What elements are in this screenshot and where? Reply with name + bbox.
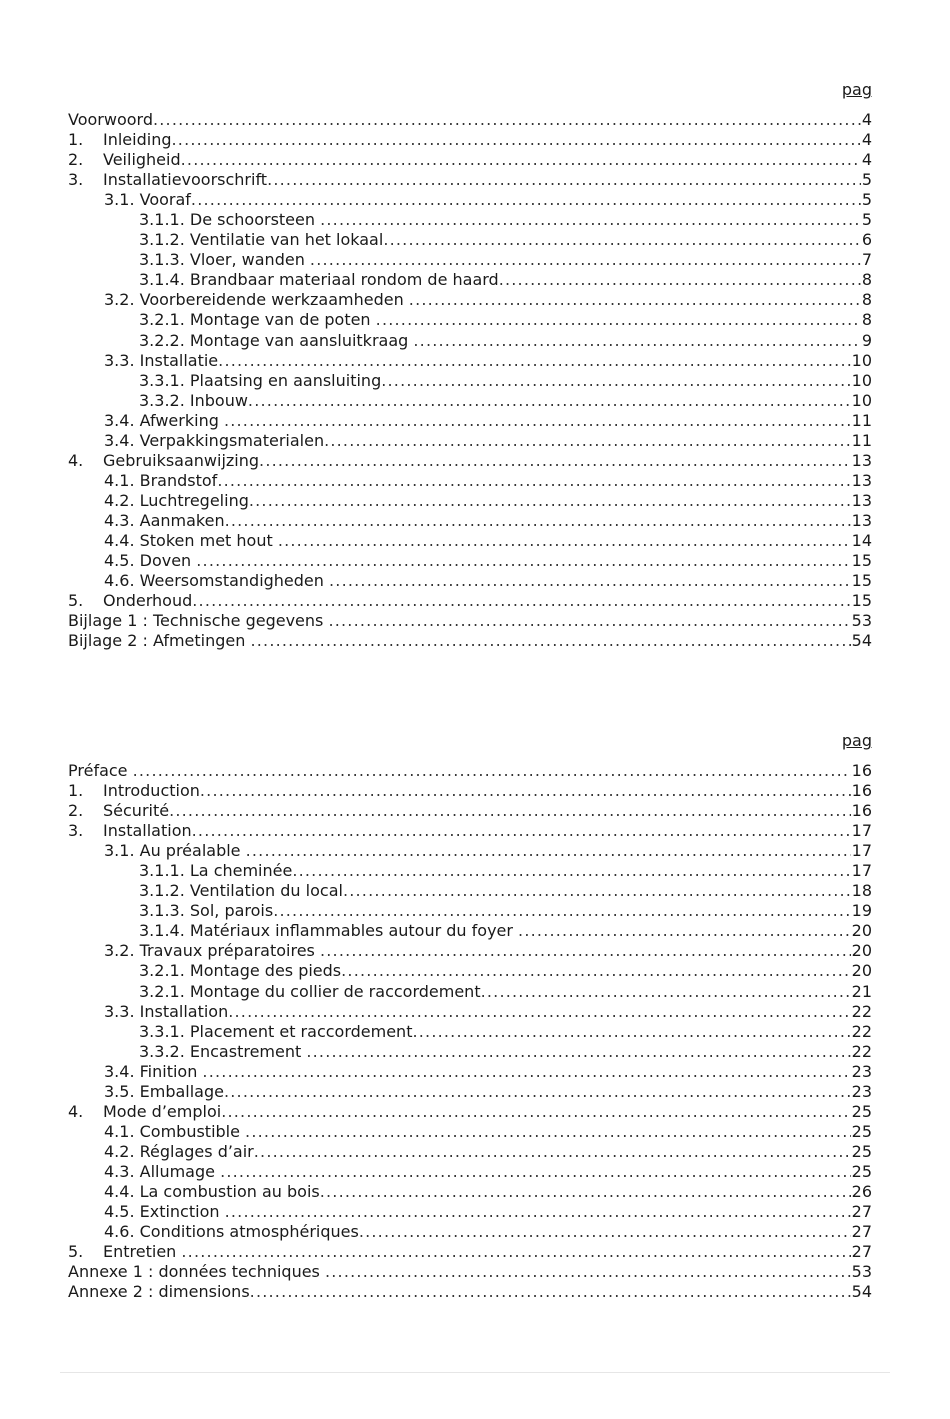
toc-entry[interactable] xyxy=(68,961,872,981)
toc-entry-title: 3.2. Travaux préparatoires xyxy=(104,941,320,961)
toc-entry-title: 3.1.2. Ventilation du local xyxy=(139,881,343,901)
toc-entry-number: 1. xyxy=(68,130,84,150)
toc-entry-page: 10 xyxy=(851,370,872,390)
toc-entry-title: 3.3.2. Encastrement xyxy=(139,1041,307,1061)
dot-leader xyxy=(192,591,850,611)
dot-leader xyxy=(224,411,851,431)
toc-entry[interactable] xyxy=(68,150,872,170)
dot-leader xyxy=(292,861,850,881)
toc-entry-page: 16 xyxy=(851,781,872,801)
dot-leader xyxy=(220,1162,851,1182)
toc-entry-title: 3.1.1. La cheminée xyxy=(139,861,293,881)
toc-entry[interactable] xyxy=(68,371,872,391)
toc-entry[interactable] xyxy=(68,1002,872,1022)
toc-entry-page: 27 xyxy=(851,1202,872,1222)
toc-entry[interactable] xyxy=(68,631,872,651)
toc-entry[interactable] xyxy=(68,1022,872,1042)
toc-entry-page: 20 xyxy=(851,941,872,961)
toc-entry-page: 22 xyxy=(851,1021,872,1041)
dot-leader xyxy=(383,230,861,250)
toc-entry-title: 4.5. Extinction xyxy=(104,1202,225,1222)
toc-entry-title: 4.4. Stoken met hout xyxy=(104,530,278,550)
toc-entry-page: 19 xyxy=(851,901,872,921)
toc-entry[interactable] xyxy=(68,1282,872,1302)
toc-entry-page: 20 xyxy=(851,961,872,981)
dot-leader xyxy=(133,761,851,781)
toc-entry-page: 10 xyxy=(851,390,872,410)
toc-entry[interactable] xyxy=(68,270,872,290)
toc-entry-page: 26 xyxy=(851,1181,872,1201)
toc-entry-number: 3. xyxy=(68,821,84,841)
toc-entry-page: 53 xyxy=(851,611,872,631)
toc-entry-title: Annexe 1 : données techniques xyxy=(68,1262,325,1282)
toc-entry[interactable] xyxy=(68,331,872,351)
toc-entry-title: 3.5. Emballage xyxy=(104,1081,224,1101)
dot-leader xyxy=(249,491,851,511)
toc-entries xyxy=(68,761,872,1302)
toc-entry-title: Voorwoord xyxy=(68,110,153,129)
toc-entry-title: Sécurité xyxy=(103,801,170,821)
dot-leader xyxy=(218,351,850,371)
toc-entry-page: 20 xyxy=(851,921,872,941)
dot-leader xyxy=(217,471,850,491)
toc-entry[interactable] xyxy=(68,491,872,511)
toc-entry-title: 3.2.2. Montage van aansluitkraag xyxy=(139,330,414,350)
toc-entry[interactable] xyxy=(68,761,872,781)
dot-leader xyxy=(250,1282,851,1302)
toc-entry-page: 4 xyxy=(861,110,872,129)
dot-leader xyxy=(192,821,851,841)
toc-entry[interactable] xyxy=(68,531,872,551)
toc-entry-number: 1. xyxy=(68,781,84,801)
toc-entry[interactable] xyxy=(68,1202,872,1222)
toc-entry[interactable] xyxy=(68,471,872,491)
toc-entry[interactable] xyxy=(68,1262,872,1282)
toc-entry-page: 14 xyxy=(851,530,872,550)
toc-entry-page: 13 xyxy=(851,510,872,530)
toc-entry-page: 25 xyxy=(851,1141,872,1161)
toc-entry-title: 3.3.2. Inbouw xyxy=(139,390,248,410)
toc-entry[interactable] xyxy=(68,130,872,150)
dot-leader xyxy=(324,431,851,451)
toc-entry[interactable] xyxy=(68,290,872,310)
toc-entry[interactable] xyxy=(68,511,872,531)
toc-entry-page: 25 xyxy=(851,1101,872,1121)
dot-leader xyxy=(413,331,860,351)
toc-entry-title: 4.2. Réglages d’air xyxy=(104,1141,254,1161)
dot-leader xyxy=(250,631,850,651)
toc-entry-page: 5 xyxy=(861,170,872,190)
toc-entry-number: 5. xyxy=(68,591,84,611)
toc-entry-title: 4.4. La combustion au bois xyxy=(104,1181,320,1201)
toc-entry-title: 3.1.3. Sol, parois xyxy=(139,901,274,921)
toc-entry-number: 2. xyxy=(68,801,84,821)
toc-entry[interactable] xyxy=(68,1182,872,1202)
toc-entries xyxy=(68,110,872,651)
toc-entry-title: Veiligheid xyxy=(103,150,181,170)
toc-entry-page: 22 xyxy=(851,1041,872,1061)
toc-entry-title: Introduction xyxy=(103,781,200,801)
dot-leader xyxy=(172,130,861,150)
page-column-header: pag xyxy=(841,731,872,750)
toc-entry-page: 17 xyxy=(851,821,872,841)
dot-leader xyxy=(259,451,851,471)
toc-entry[interactable] xyxy=(68,170,872,190)
toc-entry-page: 16 xyxy=(851,761,872,780)
toc-entry-title: 3.2. Voorbereidende werkzaamheden xyxy=(104,290,409,310)
dot-leader xyxy=(343,881,851,901)
toc-entry-title: 3.1.3. Vloer, wanden xyxy=(139,250,310,270)
toc-entry-title: 3.4. Afwerking xyxy=(104,410,224,430)
toc-entry-title: Installation xyxy=(103,821,192,841)
toc-entry-page: 8 xyxy=(861,270,872,290)
toc-entry-title: 3.1.2. Ventilatie van het lokaal xyxy=(139,230,384,250)
toc-entry[interactable] xyxy=(68,1222,872,1242)
toc-entry[interactable] xyxy=(68,451,872,471)
toc-entry-page: 17 xyxy=(851,841,872,861)
dot-leader xyxy=(518,921,851,941)
toc-entry[interactable] xyxy=(68,230,872,250)
dot-leader xyxy=(328,611,850,631)
toc-entry-page: 4 xyxy=(861,150,872,170)
toc-entry-number: 3. xyxy=(68,170,84,190)
toc-entry-title: 3.1.4. Brandbaar materiaal rondom de haard xyxy=(139,270,499,290)
dot-leader xyxy=(225,511,851,531)
toc-entry-page: 11 xyxy=(851,430,872,450)
toc-entry-title: Gebruiksaanwijzing xyxy=(103,450,260,470)
toc-entry-title: 4.3. Allumage xyxy=(104,1161,221,1181)
dot-leader xyxy=(306,1042,850,1062)
page-column-header: pag xyxy=(841,80,872,99)
toc-entry[interactable] xyxy=(68,190,872,210)
toc-entry-title: 3.3.1. Placement et raccordement xyxy=(139,1021,413,1041)
toc-entry[interactable] xyxy=(68,1242,872,1262)
toc-entry[interactable] xyxy=(68,210,872,230)
toc-entry-page: 23 xyxy=(851,1061,872,1081)
toc-entry-page: 27 xyxy=(851,1222,872,1242)
toc-entry[interactable] xyxy=(68,551,872,571)
dot-leader xyxy=(153,110,861,130)
toc-entry-title: 4.6. Weersomstandigheden xyxy=(104,571,329,591)
toc-entry-page: 7 xyxy=(861,250,872,270)
toc-entry-title: Mode d’emploi xyxy=(103,1101,222,1121)
toc-entry[interactable] xyxy=(68,1062,872,1082)
page-divider xyxy=(60,1372,890,1373)
dot-leader xyxy=(254,1142,851,1162)
toc-entry[interactable] xyxy=(68,571,872,591)
toc-entry-number: 4. xyxy=(68,450,84,470)
dot-leader xyxy=(181,150,861,170)
toc-entry-title: 4.1. Combustible xyxy=(104,1121,246,1141)
toc-entry[interactable] xyxy=(68,1142,872,1162)
toc-entry-page: 13 xyxy=(851,490,872,510)
toc-entry-page: 18 xyxy=(851,881,872,901)
dot-leader xyxy=(225,1202,851,1222)
toc-entry-title: Préface xyxy=(68,761,133,780)
toc-entry-title: 4.2. Luchtregeling xyxy=(104,490,249,510)
toc-entry-page: 21 xyxy=(851,981,872,1001)
dot-leader xyxy=(221,1102,850,1122)
dot-leader xyxy=(499,270,861,290)
dot-leader xyxy=(325,1262,851,1282)
dot-leader xyxy=(320,1182,851,1202)
toc-entry-page: 8 xyxy=(861,290,872,310)
dot-leader xyxy=(200,781,851,801)
toc-entry-number: 4. xyxy=(68,1101,84,1121)
toc-entry-number: 2. xyxy=(68,150,84,170)
dot-leader xyxy=(329,571,851,591)
toc-entry[interactable] xyxy=(68,1082,872,1102)
toc-entry-title: 3.4. Verpakkingsmaterialen xyxy=(104,430,325,450)
dot-leader xyxy=(169,801,851,821)
toc-entry-title: 3.1. Vooraf xyxy=(104,190,191,210)
toc-entry-page: 11 xyxy=(851,410,872,430)
toc-entry[interactable] xyxy=(68,941,872,961)
toc-entry-title: Bijlage 1 : Technische gegevens xyxy=(68,611,329,631)
toc-entry-title: 4.5. Doven xyxy=(104,551,197,571)
toc-entry-page: 15 xyxy=(851,551,872,571)
dot-leader xyxy=(310,250,861,270)
toc-entry-page: 5 xyxy=(861,210,872,230)
toc-entry[interactable] xyxy=(68,351,872,371)
toc-entry-title: Inleiding xyxy=(103,130,172,150)
toc-entry-page: 13 xyxy=(851,470,872,490)
toc-entry-title: Onderhoud xyxy=(103,591,193,611)
dot-leader xyxy=(381,371,850,391)
toc-entry[interactable] xyxy=(68,781,872,801)
toc-french xyxy=(68,731,872,1302)
toc-entry[interactable] xyxy=(68,1042,872,1062)
toc-entry[interactable] xyxy=(68,861,872,881)
dot-leader xyxy=(267,170,861,190)
toc-entry-page: 54 xyxy=(851,1282,872,1302)
toc-entry-title: 4.6. Conditions atmosphériques xyxy=(104,1222,359,1242)
toc-entry[interactable] xyxy=(68,801,872,821)
toc-entry-title: 3.1.4. Matériaux inflammables autour du foyer xyxy=(139,921,519,941)
toc-entry[interactable] xyxy=(68,391,872,411)
toc-entry-title: Bijlage 2 : Afmetingen xyxy=(68,631,251,651)
toc-entry-page: 17 xyxy=(851,861,872,881)
dot-leader xyxy=(320,941,851,961)
toc-entry-page: 8 xyxy=(861,310,872,330)
toc-entry[interactable] xyxy=(68,841,872,861)
toc-entry[interactable] xyxy=(68,591,872,611)
toc-entry-page: 13 xyxy=(851,450,872,470)
toc-entry[interactable] xyxy=(68,982,872,1002)
toc-entry-page: 4 xyxy=(861,130,872,150)
dot-leader xyxy=(196,551,850,571)
toc-entry[interactable] xyxy=(68,411,872,431)
toc-entry[interactable] xyxy=(68,821,872,841)
dot-leader xyxy=(409,290,861,310)
toc-entry-page: 6 xyxy=(861,230,872,250)
toc-entry-page: 53 xyxy=(851,1262,872,1282)
toc-entry-title: 4.1. Brandstof xyxy=(104,470,218,490)
toc-entry[interactable] xyxy=(68,431,872,451)
dot-leader xyxy=(359,1222,851,1242)
dot-leader xyxy=(245,1122,851,1142)
dot-leader xyxy=(246,841,851,861)
dot-leader xyxy=(320,210,861,230)
toc-entry-title: 3.2.1. Montage van de poten xyxy=(139,310,376,330)
toc-entry[interactable] xyxy=(68,881,872,901)
toc-entry[interactable] xyxy=(68,1162,872,1182)
toc-entry-title: Annexe 2 : dimensions xyxy=(68,1282,250,1302)
dot-leader xyxy=(278,531,851,551)
toc-entry[interactable] xyxy=(68,1102,872,1122)
dot-leader xyxy=(181,1242,850,1262)
toc-entry-title: 3.3. Installation xyxy=(104,1001,229,1021)
toc-entry[interactable] xyxy=(68,310,872,330)
toc-entry-title: 3.3.1. Plaatsing en aansluiting xyxy=(139,370,382,390)
toc-entry[interactable] xyxy=(68,1122,872,1142)
toc-entry-page: 27 xyxy=(851,1242,872,1262)
toc-entry-title: Installatievoorschrift xyxy=(103,170,268,190)
toc-entry-page: 16 xyxy=(851,801,872,821)
toc-entry-title: 3.2.1. Montage des pieds xyxy=(139,961,342,981)
toc-entry-page: 5 xyxy=(861,190,872,210)
toc-entry-page: 25 xyxy=(851,1121,872,1141)
toc-entry[interactable] xyxy=(68,611,872,631)
dot-leader xyxy=(341,961,851,981)
toc-entry-page: 22 xyxy=(851,1001,872,1021)
toc-entry-page: 23 xyxy=(851,1081,872,1101)
toc-entry-page: 15 xyxy=(851,571,872,591)
dot-leader xyxy=(224,1082,851,1102)
toc-entry-page: 54 xyxy=(851,631,872,651)
toc-entry[interactable] xyxy=(68,921,872,941)
toc-entry-title: 3.1.1. De schoorsteen xyxy=(139,210,321,230)
toc-entry[interactable] xyxy=(68,250,872,270)
toc-dutch xyxy=(68,80,872,651)
dot-leader xyxy=(376,310,861,330)
dot-leader xyxy=(412,1022,850,1042)
toc-entry-title: 3.4. Finition xyxy=(104,1061,203,1081)
toc-entry-title: 3.3. Installatie xyxy=(104,350,219,370)
toc-entry-number: 5. xyxy=(68,1242,84,1262)
dot-leader xyxy=(191,190,861,210)
toc-entry-title: Entretien xyxy=(103,1242,182,1262)
toc-entry-title: 4.3. Aanmaken xyxy=(104,510,225,530)
dot-leader xyxy=(228,1002,850,1022)
toc-entry-page: 10 xyxy=(851,350,872,370)
toc-entry[interactable] xyxy=(68,901,872,921)
dot-leader xyxy=(248,391,851,411)
toc-entry-page: 9 xyxy=(861,330,872,350)
toc-entry-title: 3.2.1. Montage du collier de raccordement xyxy=(139,981,481,1001)
dot-leader xyxy=(481,982,851,1002)
toc-entry-page: 25 xyxy=(851,1161,872,1181)
toc-entry-page: 15 xyxy=(851,591,872,611)
dot-leader xyxy=(202,1062,850,1082)
toc-entry-title: 3.1. Au préalable xyxy=(104,841,246,861)
dot-leader xyxy=(273,901,850,921)
toc-entry[interactable] xyxy=(68,110,872,130)
